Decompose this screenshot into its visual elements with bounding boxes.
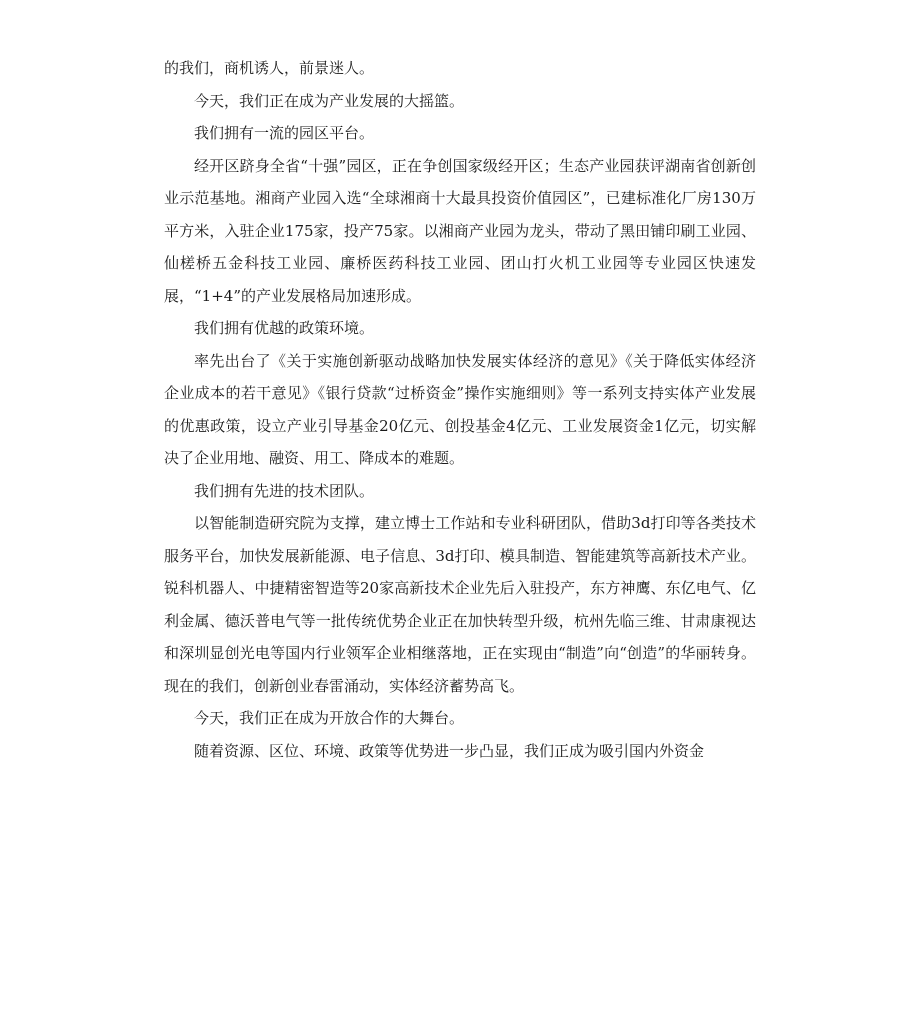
paragraph-heading-industry-cradle: 今天，我们正在成为产业发展的大摇篮。	[194, 91, 465, 110]
paragraph-subheading-tech-team: 我们拥有先进的技术团队。	[194, 481, 375, 500]
paragraph-heading-open-stage: 今天，我们正在成为开放合作的大舞台。	[194, 709, 465, 727]
paragraph-tech-details: 以智能制造研究院为支撑，建立博士工作站和专业科研团队，借助3d打印等各类技术服务平台，加快发展新能源、电子信息、3d打印、模具制造、智能建筑等高新技术产业。锐科机器人、中捷精密智造等20家高新技术企业先后入驻投产，东方神鹰、东亿电气、亿利金属、德沃普电气等一批传统优势企业正在加快转型升级，杭州先临三维、甘肃康视达和深圳显创光电等国内行业领军企业相继落地，正在实现由“制造”向“创造”的华丽转身。现在的我们，创新创业春雷涌动，实体经济蓄势高飞。	[164, 514, 756, 695]
paragraph-policy-details: 率先出台了《关于实施创新驱动战略加快发展实体经济的意见》《关于降低实体经济企业成本的若干意见》《银行贷款“过桥资金”操作实施细则》等一系列支持实体产业发展的优惠政策，设立产业引导基金20亿元、创投基金4亿元、工业发展资金1亿元，切实解决了企业用地、融资、用工、降成本的难题。	[164, 351, 756, 467]
paragraph-continuation: 的我们，商机诱人，前景迷人。	[164, 59, 375, 77]
paragraph-park-details: 经开区跻身全省“十强”园区，正在争创国家级经开区；生态产业园获评湖南省创新创业示范基地。湘商产业园入选“全球湘商十大最具投资价值园区”，已建标准化厂房130万平方米，入驻企业175家，投产75家。以湘商产业园为龙头，带动了黑田铺印刷工业园、仙槎桥五金科技工业园、廉桥医药科技工业园、团山打火机工业园等专业园区快速发展，“1+4”的产业发展格局加速形成。	[164, 156, 756, 305]
paragraph-open-details: 随着资源、区位、环境、政策等优势进一步凸显，我们正成为吸引国内外资金	[194, 741, 705, 760]
document-body	[164, 52, 756, 767]
paragraph-subheading-policy: 我们拥有优越的政策环境。	[194, 319, 375, 337]
paragraph-subheading-park-platform: 我们拥有一流的园区平台。	[194, 124, 375, 142]
